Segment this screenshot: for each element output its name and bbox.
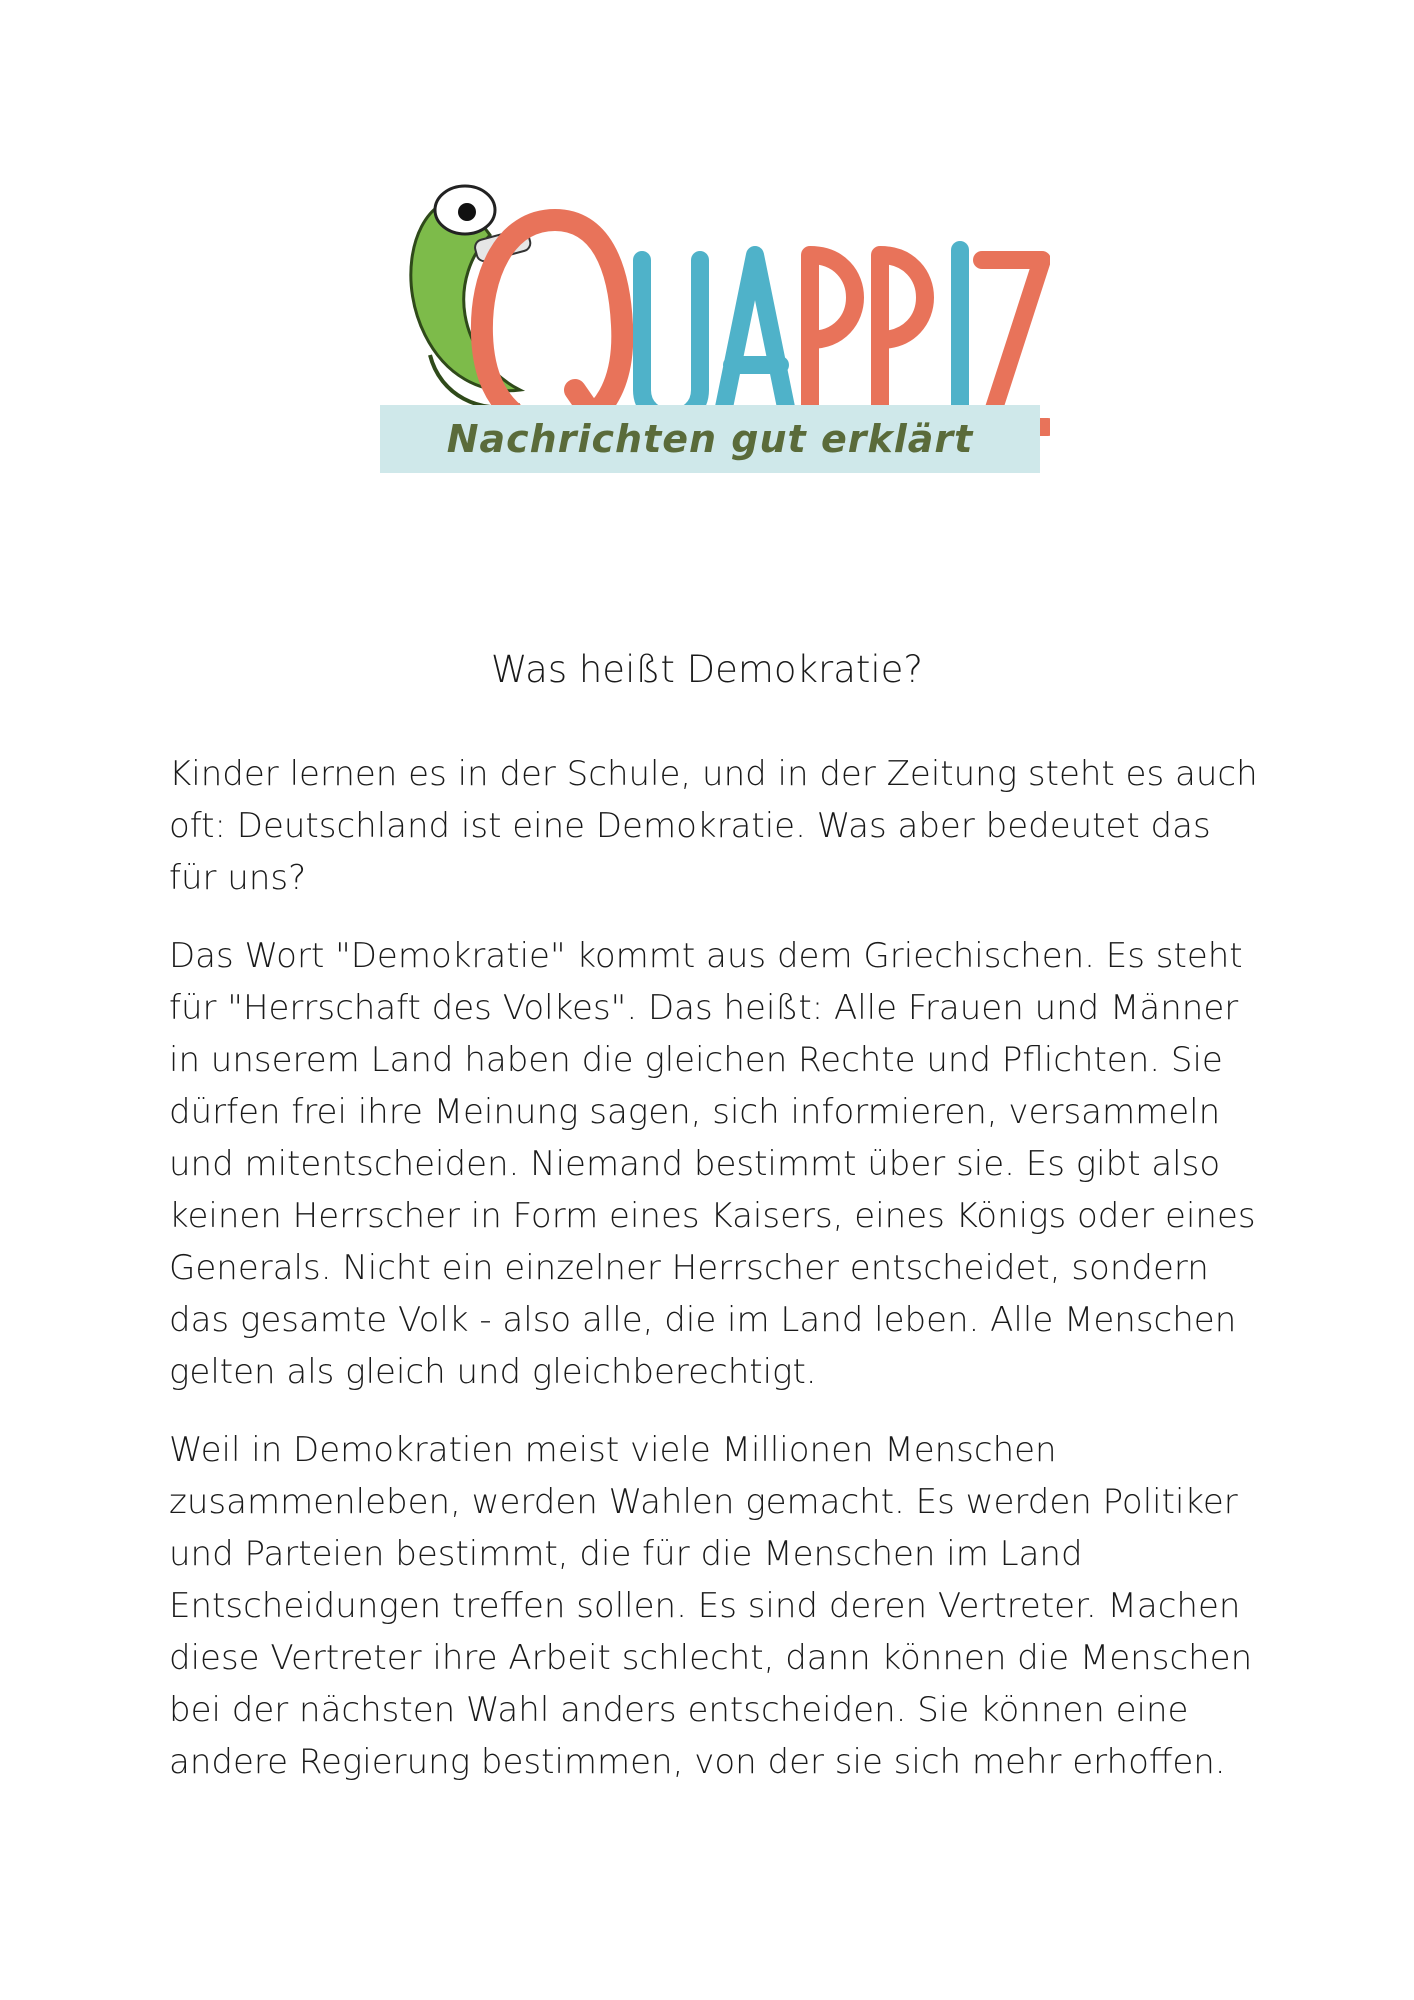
- paragraph: Das Wort "Demokratie" kommt aus dem Griechischen. Es steht für "Herrschaft des Volkes". Das heißt: Alle Frauen und Männer in unserem Land haben die gleichen Rechte und Pflichten. Sie dürfen frei ihre Meinung sagen, sich informieren, versammeln und mitentscheiden. Niemand bestimmt über sie. Es gibt also keinen Herrscher in Form eines Kaisers, eines Königs oder eines Generals. Nicht ein einzelner Herrscher entscheidet, sondern das gesamte Volk - also alle, die im Land leben. Alle Menschen gelten als gleich und gleichberechtigt.: [169, 936, 1256, 1392]
- tagline: Nachrichten gut erklärt: [446, 417, 974, 461]
- paragraph: Kinder lernen es in der Schule, und in der Zeitung steht es auch oft: Deutschland ist eine Demokratie. Was aber bedeutet das für uns?: [169, 754, 1258, 898]
- chameleon-icon: [411, 186, 532, 408]
- tagline-banner: [380, 405, 1040, 473]
- paragraph: Weil in Demokratien meist viele Millionen Menschen zusammenleben, werden Wahlen gemacht. Es werden Politiker und Parteien bestimmt, die für die Menschen im Land Entscheidungen treffen sollen. Es sind deren Vertreter. Machen diese Vertreter ihre Arbeit schlecht, dann können die Menschen bei der nächsten Wahl anders entscheiden. Sie können eine andere Regierung bestimmen, von der sie sich mehr erhoffen.: [169, 1430, 1253, 1782]
- article-body: [169, 748, 1259, 1814]
- article-title: Was heißt Demokratie?: [490, 648, 924, 691]
